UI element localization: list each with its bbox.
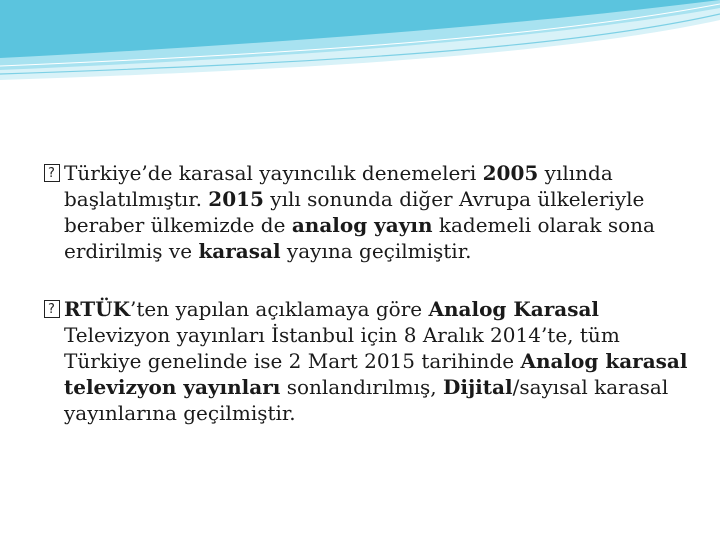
text-segment: yayına geçilmiştir.: [280, 239, 472, 263]
paragraph-digital-trials: [40, 160, 700, 264]
bold-text-segment: 2005: [482, 161, 539, 185]
bold-text-segment: Analog karasal televizyon yayınları: [64, 349, 688, 399]
text-segment: yılı sonunda diğer Avrupa ülkeleriyle beraber ülkemizde de: [64, 187, 645, 237]
bold-text-segment: analog yayın: [291, 213, 433, 237]
text-segment: kademeli olarak sona erdirilmiş ve: [64, 213, 655, 263]
missing-glyph-bullet-icon: [44, 300, 60, 318]
bold-text-segment: 2015: [208, 187, 264, 211]
slide-body: [40, 160, 700, 458]
text-segment: Televizyon yayınları İstanbul için 8 Aralık 2014’te, tüm Türkiye genelinde ise 2 Mart 2015 tarihinde: [64, 323, 620, 373]
header-wave-decoration: [0, 0, 720, 90]
bold-text-segment: karasal: [198, 239, 281, 263]
text-segment: sonlandırılmış,: [280, 375, 443, 399]
bold-text-segment: Analog Karasal: [428, 297, 600, 321]
text-segment: yılında başlatılmıştır.: [64, 161, 613, 211]
paragraph-rtuk-announcement: [40, 296, 700, 426]
text-segment: ’ten yapılan açıklamaya göre: [129, 297, 429, 321]
paragraph-text: [64, 297, 687, 425]
missing-glyph-bullet-icon: [44, 164, 60, 182]
text-segment: /sayısal karasal yayınlarına geçilmiştir.: [64, 375, 669, 425]
bold-text-segment: RTÜK: [64, 297, 130, 321]
text-segment: Türkiye’de karasal yayıncılık denemeleri: [64, 161, 483, 185]
bold-text-segment: Dijital: [443, 375, 513, 399]
paragraph-text: [64, 161, 655, 263]
